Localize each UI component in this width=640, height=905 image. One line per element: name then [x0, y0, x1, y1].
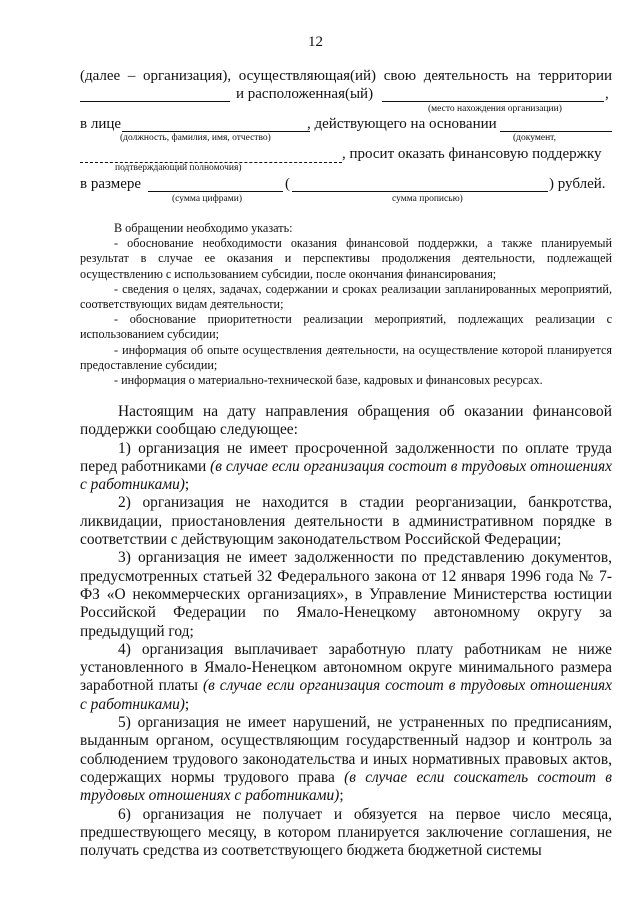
caption-document: (документ, — [513, 133, 556, 143]
header-line-5-paren: ( — [285, 176, 290, 192]
body-item-4-note: (в случае если организация состоит в трудовых отношениях с работниками) — [80, 677, 612, 713]
body-item-2: 2) организация не находится в стадии реорганизации, банкротства, ликвидации, приостановления деятельности в административном порядке в соответствии с действующим законодательством Российской Федерации; — [80, 494, 612, 549]
body-item-6: 6) организация не получает и обязуется на первое число месяца, предшествующего месяцу, в котором планируется заключение соглашения, не получать средства из соответствующего бюджета бюджетной системы — [80, 805, 612, 860]
header-line-2-end: , — [605, 86, 609, 102]
caption-digits: (сумма цифрами) — [172, 194, 242, 204]
main-body — [80, 403, 612, 860]
body-item-5-note: (в случае если соискатель состоит в трудовых отношениях с работниками) — [80, 768, 612, 805]
instruction-item: - обоснование необходимости оказания финансовой поддержки, а также планируемый результат в случае ее оказания и перспективы продолжения деятельности, подлежащей осуществлению с использованием субсидии, после окончания финансирования; — [80, 236, 612, 281]
page-number: 12 — [308, 34, 323, 50]
basis-blank — [500, 131, 612, 132]
caption-position: (должность, фамилия, имя, отчество) — [120, 133, 271, 143]
instruction-item: - информация об опыте осуществления деятельности, на осуществление которой планируется предоставление субсидии; — [80, 342, 612, 372]
header-line-5-end: ) рублей. — [549, 176, 606, 192]
amount-words-blank — [292, 191, 548, 192]
header-line-3-start: в лице — [80, 116, 122, 132]
instructions-intro: В обращении необходимо указать: — [114, 221, 293, 235]
body-item-3: 3) организация не имеет задолженности по представлению документов, предусмотренных статьей 32 Федерального закона от 12 января 1996 года № 7-ФЗ «О некоммерческих организациях», в Управление Министерства юстиции Российской Федерации по Ямало-Ненецкому автономному округу за предыдущий год; — [80, 549, 612, 640]
territory-blank — [80, 101, 230, 102]
instruction-item: - сведения о целях, задачах, содержании и сроках реализации запланированных мероприятий, соответствующих видам деятельности; — [80, 281, 612, 312]
header-line-5-start: в размере — [80, 176, 142, 192]
body-item-5: 5) организация не имеет нарушений, не устраненных по предписаниям, выданным органом, осуществляющим государственный надзор и контроль за соблюдением трудового законодательства и иных нормативных правовых актов, содержащих нормы трудового права (в случае если соискатель состоит в трудовых отношениях с работниками); — [80, 714, 612, 805]
caption-confirming: подтверждающий полномочия) — [115, 163, 242, 173]
header-line-1: (далее – организация), осуществляющая(ий) свою деятельность на территории — [80, 68, 612, 84]
position-blank — [122, 131, 310, 132]
caption-words: сумма прописью) — [392, 194, 463, 204]
instructions-block — [80, 221, 612, 388]
location-blank — [382, 101, 604, 102]
body-intro: Настоящим на дату направления обращения об оказании финансовой поддержки сообщаю следующее: — [80, 403, 612, 439]
instruction-item: - информация о материально-технической базе, кадровых и финансовых ресурсах. — [114, 373, 543, 388]
body-item-1: 1) организация не имеет просроченной задолженности по оплате труда перед работниками (в случае если организация состоит в трудовых отношениях с работниками); — [80, 439, 612, 494]
header-line-2-text: и расположенная(ый) — [236, 86, 374, 102]
header-line-3-mid: , действующего на основании — [307, 116, 497, 132]
instruction-item: - обоснование приоритетности реализации мероприятий, подлежащих реализации с использованием субсидии; — [80, 312, 612, 342]
body-item-4: 4) организация выплачивает заработную плату работникам не ниже установленного в Ямало-Ненецком автономном округе минимального размера заработной платы (в случае если организация состоит в трудовых отношениях с работниками); — [80, 640, 612, 713]
caption-location: (место нахождения организации) — [428, 104, 562, 114]
body-item-1-note: (в случае если организация состоит в трудовых отношениях с работниками) — [80, 457, 612, 494]
header-line-4-text: , просит оказать финансовую поддержку — [342, 146, 602, 162]
amount-digits-blank — [148, 191, 283, 192]
